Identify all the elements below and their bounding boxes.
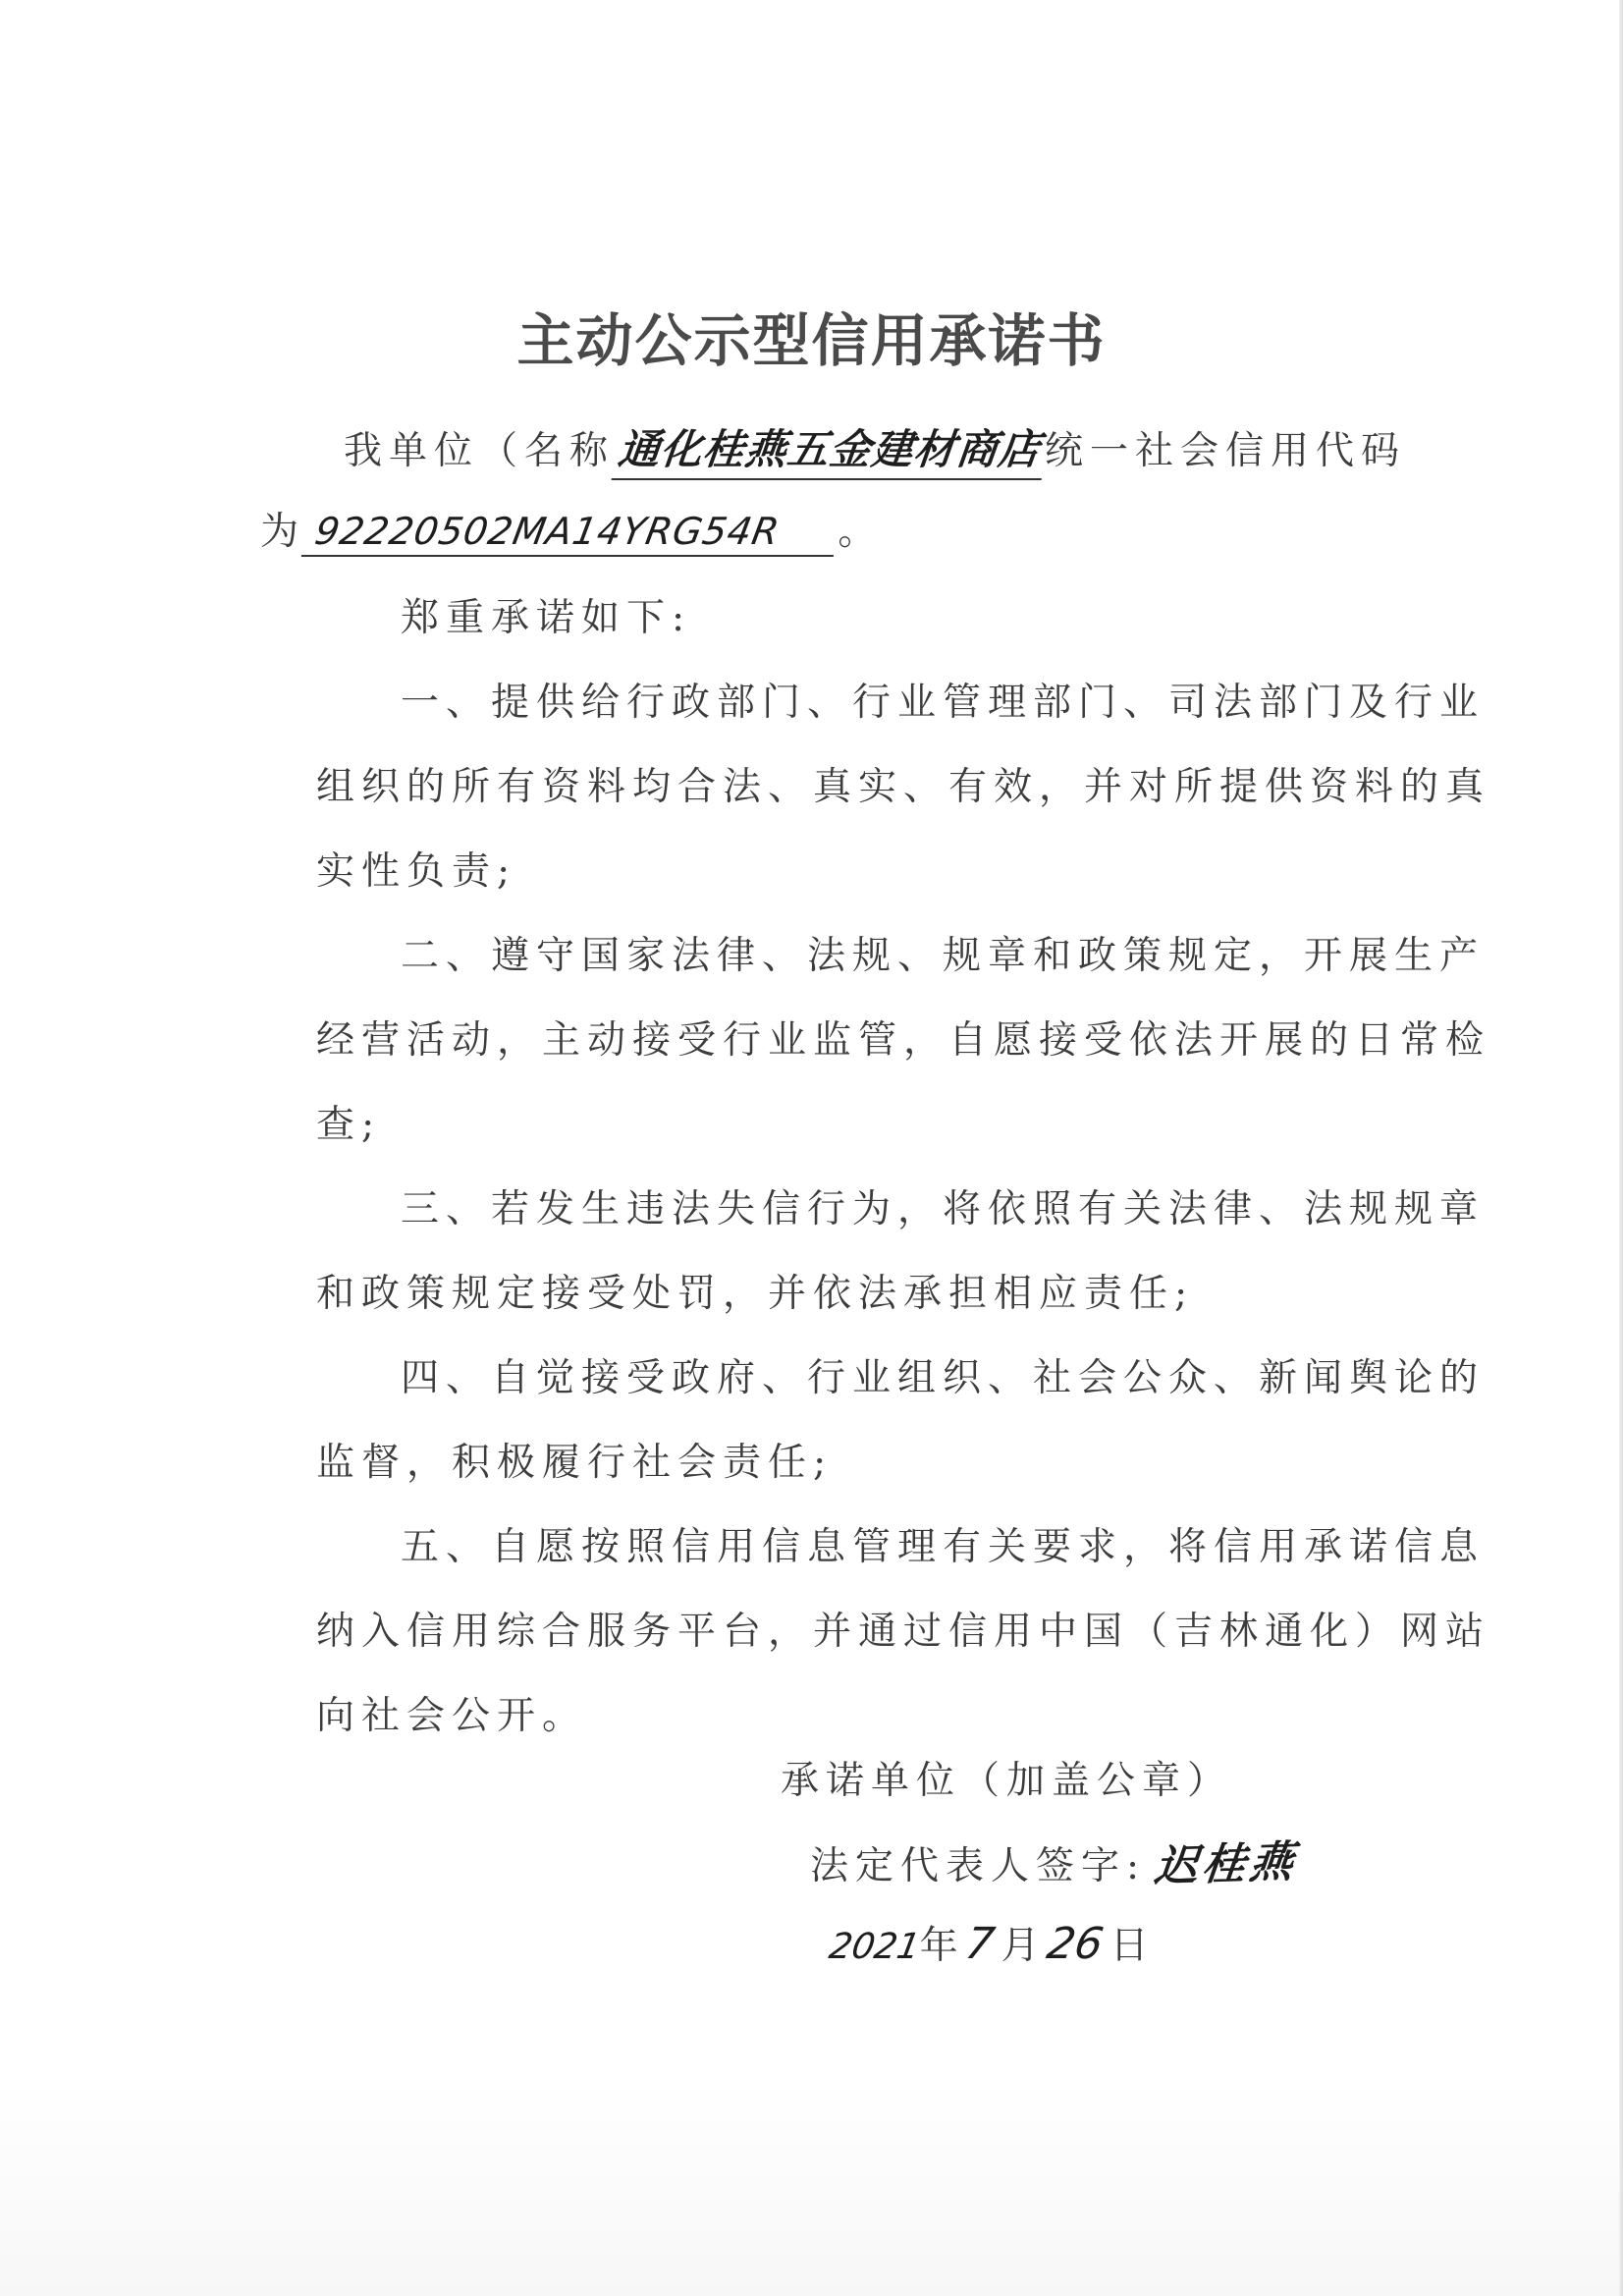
day-char: 日	[1109, 1924, 1149, 1968]
paragraph-2-line-3: 查;	[316, 1103, 382, 1147]
paragraph-5-line-3: 向社会公开。	[316, 1694, 588, 1738]
rep-signature-handwritten: 迟桂燕	[1152, 1836, 1300, 1892]
credit-code-handwritten: 92220502MA14YRG54R	[301, 510, 842, 557]
paragraph-4-line-2: 监督，积极履行社会责任;	[316, 1441, 834, 1485]
rep-label: 法定代表人签字:	[810, 1844, 1147, 1888]
paragraph-5-line-1: 五、自愿按照信用信息管理有关要求，将信用承诺信息	[401, 1525, 1486, 1569]
intro-line	[344, 417, 1406, 480]
signature-date-line	[826, 1915, 1149, 1970]
month-char: 月	[1001, 1924, 1040, 1968]
year-char: 年	[919, 1924, 958, 1968]
intro-suffix: 统一社会信用代码	[1045, 429, 1407, 473]
signature-rep-line	[810, 1829, 1300, 1892]
code-prefix: 为	[260, 510, 306, 554]
credit-code-line	[260, 501, 883, 557]
date-month-handwritten: 7	[961, 1919, 999, 1969]
paragraph-1-line-3: 实性负责;	[316, 849, 517, 894]
document-title: 主动公示型信用承诺书	[516, 307, 1107, 374]
paragraph-2-line-2: 经营活动，主动接受行业监管，自愿接受依法开展的日常检	[316, 1018, 1491, 1063]
paragraph-3-line-1: 三、若发生违法失信行为，将依照有关法律、法规规章	[401, 1187, 1486, 1231]
signature-unit-label: 承诺单位（加盖公章）	[781, 1759, 1233, 1803]
unit-name-handwritten: 通化桂燕五金建材商店	[612, 417, 1049, 480]
intro-prefix: 我单位（名称	[344, 429, 616, 473]
code-suffix: 。	[838, 510, 884, 554]
pledge-heading: 郑重承诺如下:	[401, 596, 692, 640]
date-day-handwritten: 26	[1043, 1919, 1108, 1969]
scan-shadow	[0, 2080, 1623, 2296]
date-year-handwritten: 2021	[826, 1927, 924, 1967]
paragraph-1-line-1: 一、提供给行政部门、行业管理部门、司法部门及行业	[401, 681, 1486, 725]
paragraph-2-line-1: 二、遵守国家法律、法规、规章和政策规定，开展生产	[401, 934, 1486, 978]
paragraph-1-line-2: 组织的所有资料均合法、真实、有效，并对所提供资料的真	[316, 765, 1491, 809]
paragraph-3-line-2: 和政策规定接受处罚，并依法承担相应责任;	[316, 1272, 1195, 1316]
paragraph-4-line-1: 四、自觉接受政府、行业组织、社会公众、新闻舆论的	[401, 1356, 1486, 1400]
paragraph-5-line-2: 纳入信用综合服务平台，并通过信用中国（吉林通化）网站	[316, 1610, 1491, 1654]
